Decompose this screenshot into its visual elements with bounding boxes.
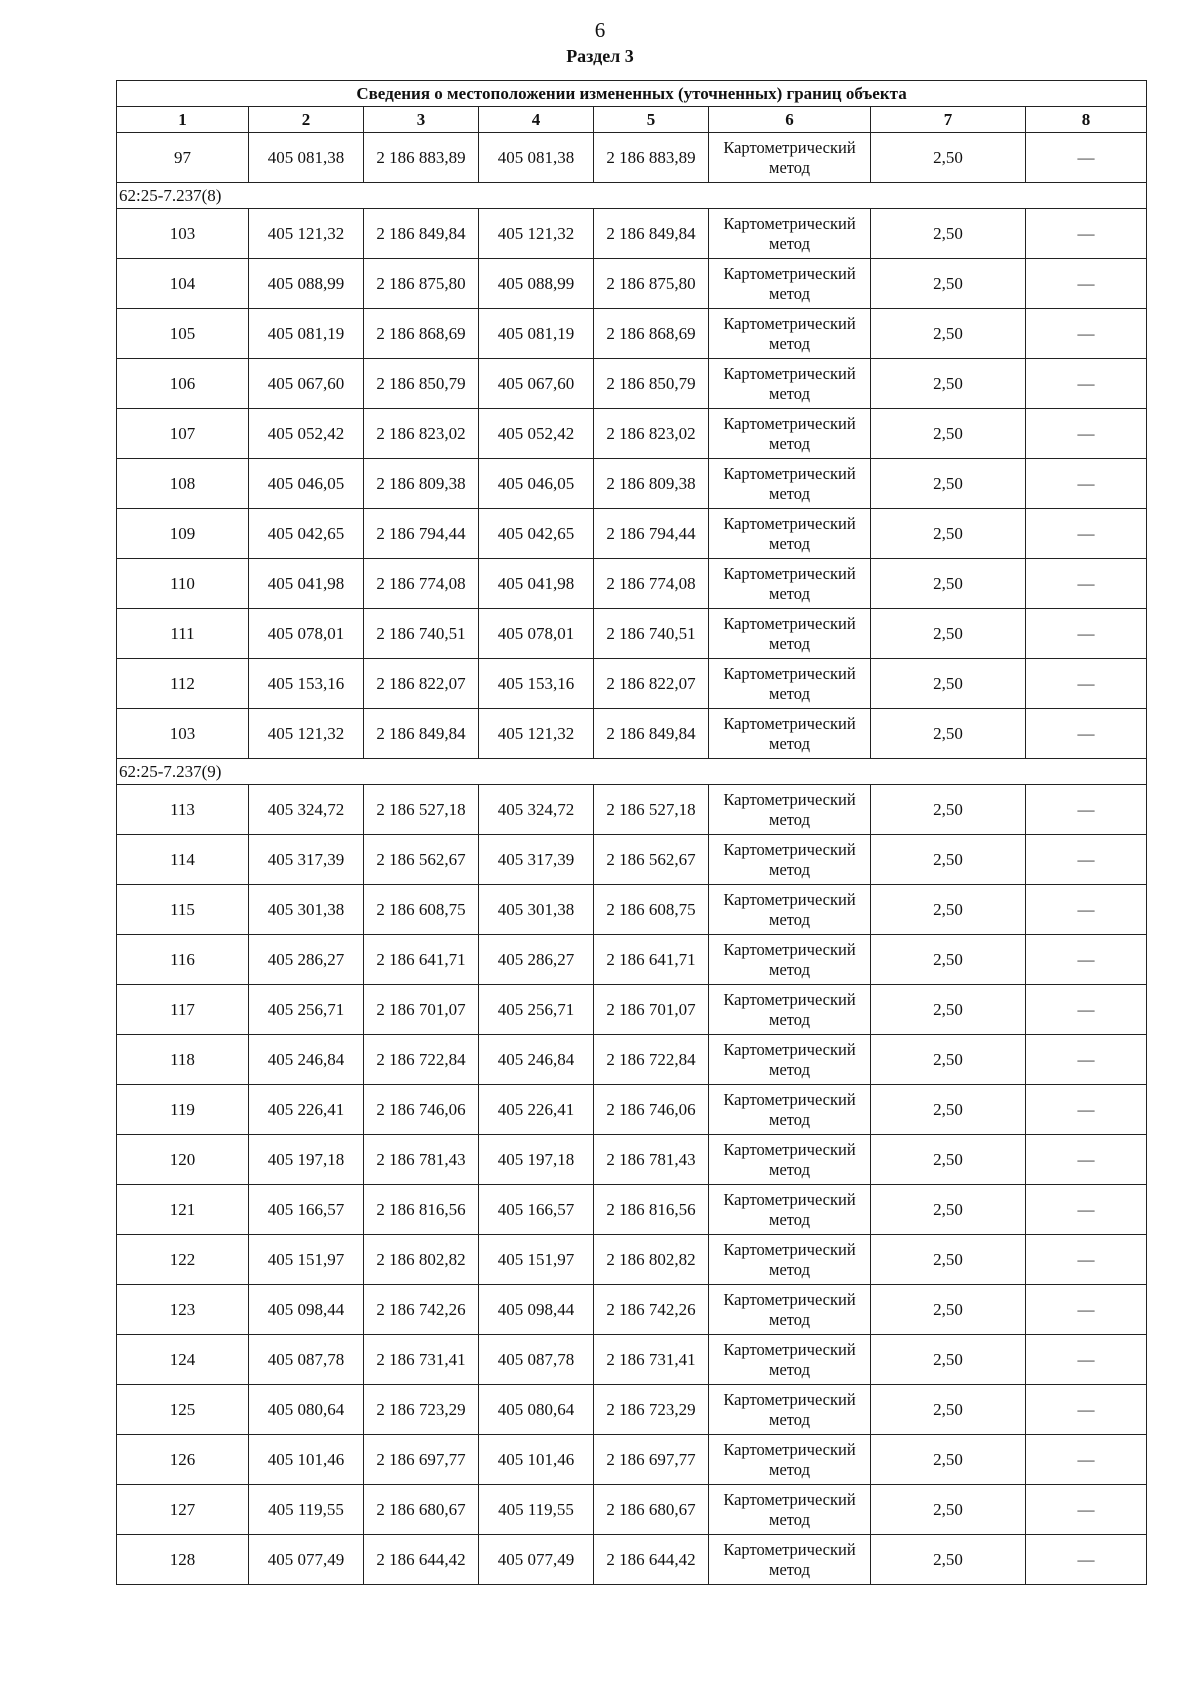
cell-description: — bbox=[1026, 885, 1147, 935]
cell-existing-y: 2 186 849,84 bbox=[364, 209, 479, 259]
cell-method: Картометрический метод bbox=[709, 209, 871, 259]
table-row bbox=[117, 885, 1147, 935]
cell-new-x: 405 081,19 bbox=[479, 309, 594, 359]
cell-existing-x: 405 166,57 bbox=[249, 1185, 364, 1235]
table-header-row bbox=[117, 107, 1147, 133]
cell-new-y: 2 186 822,07 bbox=[594, 659, 709, 709]
cell-new-y: 2 186 883,89 bbox=[594, 133, 709, 183]
cell-new-x: 405 119,55 bbox=[479, 1485, 594, 1535]
table-row bbox=[117, 559, 1147, 609]
column-header: 3 bbox=[364, 107, 479, 133]
cell-accuracy: 2,50 bbox=[871, 985, 1026, 1035]
cell-description: — bbox=[1026, 1535, 1147, 1585]
cell-point-number: 123 bbox=[117, 1285, 249, 1335]
table-row bbox=[117, 1135, 1147, 1185]
cell-point-number: 128 bbox=[117, 1535, 249, 1585]
cell-accuracy: 2,50 bbox=[871, 1085, 1026, 1135]
cell-method: Картометрический метод bbox=[709, 709, 871, 759]
cell-description: — bbox=[1026, 835, 1147, 885]
cell-existing-x: 405 087,78 bbox=[249, 1335, 364, 1385]
cell-accuracy: 2,50 bbox=[871, 1285, 1026, 1335]
cell-accuracy: 2,50 bbox=[871, 259, 1026, 309]
cell-new-y: 2 186 722,84 bbox=[594, 1035, 709, 1085]
cell-accuracy: 2,50 bbox=[871, 459, 1026, 509]
table-row bbox=[117, 459, 1147, 509]
cell-method: Картометрический метод bbox=[709, 309, 871, 359]
column-header: 6 bbox=[709, 107, 871, 133]
cell-new-y: 2 186 823,02 bbox=[594, 409, 709, 459]
cell-new-x: 405 081,38 bbox=[479, 133, 594, 183]
cell-existing-x: 405 246,84 bbox=[249, 1035, 364, 1085]
cell-existing-y: 2 186 680,67 bbox=[364, 1485, 479, 1535]
cell-new-y: 2 186 680,67 bbox=[594, 1485, 709, 1535]
cell-accuracy: 2,50 bbox=[871, 1035, 1026, 1085]
cell-existing-y: 2 186 822,07 bbox=[364, 659, 479, 709]
cell-description: — bbox=[1026, 1085, 1147, 1135]
cell-accuracy: 2,50 bbox=[871, 309, 1026, 359]
cell-point-number: 119 bbox=[117, 1085, 249, 1135]
cell-method: Картометрический метод bbox=[709, 559, 871, 609]
cell-point-number: 107 bbox=[117, 409, 249, 459]
cell-new-x: 405 226,41 bbox=[479, 1085, 594, 1135]
table-row bbox=[117, 509, 1147, 559]
cell-new-x: 405 052,42 bbox=[479, 409, 594, 459]
cell-method: Картометрический метод bbox=[709, 1135, 871, 1185]
cell-point-number: 122 bbox=[117, 1235, 249, 1285]
table-row bbox=[117, 835, 1147, 885]
cell-description: — bbox=[1026, 1135, 1147, 1185]
cell-existing-x: 405 088,99 bbox=[249, 259, 364, 309]
column-header: 5 bbox=[594, 107, 709, 133]
cell-new-x: 405 246,84 bbox=[479, 1035, 594, 1085]
cell-method: Картометрический метод bbox=[709, 785, 871, 835]
cell-new-y: 2 186 746,06 bbox=[594, 1085, 709, 1135]
cell-new-y: 2 186 816,56 bbox=[594, 1185, 709, 1235]
cell-existing-y: 2 186 701,07 bbox=[364, 985, 479, 1035]
cell-accuracy: 2,50 bbox=[871, 559, 1026, 609]
cell-point-number: 106 bbox=[117, 359, 249, 409]
cell-point-number: 113 bbox=[117, 785, 249, 835]
cell-existing-y: 2 186 849,84 bbox=[364, 709, 479, 759]
cell-new-y: 2 186 849,84 bbox=[594, 209, 709, 259]
cell-new-x: 405 256,71 bbox=[479, 985, 594, 1035]
table-row bbox=[117, 1185, 1147, 1235]
cell-new-x: 405 324,72 bbox=[479, 785, 594, 835]
cell-accuracy: 2,50 bbox=[871, 935, 1026, 985]
cell-new-x: 405 042,65 bbox=[479, 509, 594, 559]
cell-new-y: 2 186 740,51 bbox=[594, 609, 709, 659]
cell-new-y: 2 186 774,08 bbox=[594, 559, 709, 609]
cell-existing-x: 405 046,05 bbox=[249, 459, 364, 509]
cell-method: Картометрический метод bbox=[709, 1485, 871, 1535]
cell-existing-y: 2 186 823,02 bbox=[364, 409, 479, 459]
table-row bbox=[117, 309, 1147, 359]
cell-existing-x: 405 151,97 bbox=[249, 1235, 364, 1285]
table-caption-row bbox=[117, 81, 1147, 107]
cell-existing-y: 2 186 816,56 bbox=[364, 1185, 479, 1235]
cell-description: — bbox=[1026, 609, 1147, 659]
table-row bbox=[117, 1285, 1147, 1335]
cell-method: Картометрический метод bbox=[709, 985, 871, 1035]
column-header: 4 bbox=[479, 107, 594, 133]
cell-existing-y: 2 186 794,44 bbox=[364, 509, 479, 559]
cell-description: — bbox=[1026, 985, 1147, 1035]
cell-description: — bbox=[1026, 785, 1147, 835]
cell-existing-y: 2 186 746,06 bbox=[364, 1085, 479, 1135]
cell-new-y: 2 186 697,77 bbox=[594, 1435, 709, 1485]
cell-method: Картометрический метод bbox=[709, 835, 871, 885]
cell-method: Картометрический метод bbox=[709, 1085, 871, 1135]
cell-new-y: 2 186 742,26 bbox=[594, 1285, 709, 1335]
column-header: 8 bbox=[1026, 107, 1147, 133]
cell-existing-y: 2 186 883,89 bbox=[364, 133, 479, 183]
cell-accuracy: 2,50 bbox=[871, 835, 1026, 885]
cell-existing-y: 2 186 802,82 bbox=[364, 1235, 479, 1285]
cell-existing-x: 405 256,71 bbox=[249, 985, 364, 1035]
table-row bbox=[117, 259, 1147, 309]
cell-new-y: 2 186 641,71 bbox=[594, 935, 709, 985]
cell-existing-y: 2 186 875,80 bbox=[364, 259, 479, 309]
cell-new-y: 2 186 809,38 bbox=[594, 459, 709, 509]
cell-method: Картометрический метод bbox=[709, 1235, 871, 1285]
cell-new-x: 405 121,32 bbox=[479, 709, 594, 759]
table-row bbox=[117, 659, 1147, 709]
cell-point-number: 112 bbox=[117, 659, 249, 709]
cell-accuracy: 2,50 bbox=[871, 785, 1026, 835]
cell-method: Картометрический метод bbox=[709, 259, 871, 309]
cell-existing-y: 2 186 723,29 bbox=[364, 1385, 479, 1435]
cell-existing-y: 2 186 608,75 bbox=[364, 885, 479, 935]
cell-accuracy: 2,50 bbox=[871, 409, 1026, 459]
group-label: 62:25-7.237(8) bbox=[117, 183, 1147, 209]
cell-new-x: 405 166,57 bbox=[479, 1185, 594, 1235]
cell-method: Картометрический метод bbox=[709, 509, 871, 559]
cell-existing-x: 405 078,01 bbox=[249, 609, 364, 659]
cell-existing-y: 2 186 774,08 bbox=[364, 559, 479, 609]
cell-existing-y: 2 186 868,69 bbox=[364, 309, 479, 359]
cell-existing-x: 405 101,46 bbox=[249, 1435, 364, 1485]
cell-existing-y: 2 186 809,38 bbox=[364, 459, 479, 509]
table-row bbox=[117, 1435, 1147, 1485]
table-row bbox=[117, 1335, 1147, 1385]
cell-new-y: 2 186 731,41 bbox=[594, 1335, 709, 1385]
cell-method: Картометрический метод bbox=[709, 885, 871, 935]
table-row bbox=[117, 1035, 1147, 1085]
cell-existing-x: 405 324,72 bbox=[249, 785, 364, 835]
cell-description: — bbox=[1026, 1335, 1147, 1385]
cell-new-x: 405 087,78 bbox=[479, 1335, 594, 1385]
cell-existing-x: 405 081,38 bbox=[249, 133, 364, 183]
cell-existing-y: 2 186 641,71 bbox=[364, 935, 479, 985]
cell-accuracy: 2,50 bbox=[871, 209, 1026, 259]
cell-existing-x: 405 153,16 bbox=[249, 659, 364, 709]
cell-description: — bbox=[1026, 309, 1147, 359]
cell-accuracy: 2,50 bbox=[871, 609, 1026, 659]
cell-existing-y: 2 186 722,84 bbox=[364, 1035, 479, 1085]
cell-description: — bbox=[1026, 1485, 1147, 1535]
cell-existing-y: 2 186 850,79 bbox=[364, 359, 479, 409]
cell-new-x: 405 286,27 bbox=[479, 935, 594, 985]
cell-new-y: 2 186 701,07 bbox=[594, 985, 709, 1035]
cell-description: — bbox=[1026, 1285, 1147, 1335]
cell-description: — bbox=[1026, 509, 1147, 559]
cell-new-y: 2 186 794,44 bbox=[594, 509, 709, 559]
cell-method: Картометрический метод bbox=[709, 1385, 871, 1435]
cell-existing-x: 405 121,32 bbox=[249, 709, 364, 759]
table-row bbox=[117, 359, 1147, 409]
cell-new-x: 405 041,98 bbox=[479, 559, 594, 609]
cell-point-number: 103 bbox=[117, 209, 249, 259]
cell-new-x: 405 151,97 bbox=[479, 1235, 594, 1285]
table-row bbox=[117, 1085, 1147, 1135]
column-header: 7 bbox=[871, 107, 1026, 133]
cell-existing-x: 405 067,60 bbox=[249, 359, 364, 409]
cell-new-x: 405 153,16 bbox=[479, 659, 594, 709]
cell-new-y: 2 186 608,75 bbox=[594, 885, 709, 935]
cell-method: Картометрический метод bbox=[709, 1335, 871, 1385]
group-header-row bbox=[117, 183, 1147, 209]
boundary-coordinates-table bbox=[116, 80, 1147, 1585]
table-row bbox=[117, 1535, 1147, 1585]
cell-new-y: 2 186 849,84 bbox=[594, 709, 709, 759]
cell-new-x: 405 077,49 bbox=[479, 1535, 594, 1585]
cell-new-y: 2 186 802,82 bbox=[594, 1235, 709, 1285]
table-row bbox=[117, 133, 1147, 183]
cell-point-number: 114 bbox=[117, 835, 249, 885]
cell-new-y: 2 186 868,69 bbox=[594, 309, 709, 359]
cell-existing-y: 2 186 562,67 bbox=[364, 835, 479, 885]
cell-method: Картометрический метод bbox=[709, 1035, 871, 1085]
cell-method: Картометрический метод bbox=[709, 133, 871, 183]
cell-accuracy: 2,50 bbox=[871, 1435, 1026, 1485]
table-row bbox=[117, 1385, 1147, 1435]
cell-accuracy: 2,50 bbox=[871, 1135, 1026, 1185]
cell-new-x: 405 067,60 bbox=[479, 359, 594, 409]
cell-description: — bbox=[1026, 935, 1147, 985]
cell-method: Картометрический метод bbox=[709, 1185, 871, 1235]
cell-method: Картометрический метод bbox=[709, 609, 871, 659]
table-row bbox=[117, 985, 1147, 1035]
cell-existing-x: 405 098,44 bbox=[249, 1285, 364, 1335]
cell-description: — bbox=[1026, 1435, 1147, 1485]
cell-method: Картометрический метод bbox=[709, 359, 871, 409]
cell-existing-y: 2 186 740,51 bbox=[364, 609, 479, 659]
table-row bbox=[117, 709, 1147, 759]
cell-method: Картометрический метод bbox=[709, 935, 871, 985]
cell-accuracy: 2,50 bbox=[871, 885, 1026, 935]
table-row bbox=[117, 785, 1147, 835]
cell-new-x: 405 080,64 bbox=[479, 1385, 594, 1435]
cell-description: — bbox=[1026, 459, 1147, 509]
cell-point-number: 121 bbox=[117, 1185, 249, 1235]
cell-new-x: 405 317,39 bbox=[479, 835, 594, 885]
cell-description: — bbox=[1026, 1235, 1147, 1285]
cell-description: — bbox=[1026, 1035, 1147, 1085]
cell-existing-y: 2 186 644,42 bbox=[364, 1535, 479, 1585]
cell-description: — bbox=[1026, 1185, 1147, 1235]
cell-point-number: 126 bbox=[117, 1435, 249, 1485]
cell-new-x: 405 101,46 bbox=[479, 1435, 594, 1485]
column-header: 1 bbox=[117, 107, 249, 133]
cell-point-number: 118 bbox=[117, 1035, 249, 1085]
cell-point-number: 125 bbox=[117, 1385, 249, 1435]
cell-description: — bbox=[1026, 133, 1147, 183]
cell-point-number: 109 bbox=[117, 509, 249, 559]
cell-new-y: 2 186 781,43 bbox=[594, 1135, 709, 1185]
cell-method: Картометрический метод bbox=[709, 1435, 871, 1485]
group-header-row bbox=[117, 759, 1147, 785]
cell-accuracy: 2,50 bbox=[871, 1335, 1026, 1385]
table-row bbox=[117, 609, 1147, 659]
cell-existing-y: 2 186 527,18 bbox=[364, 785, 479, 835]
table-row bbox=[117, 935, 1147, 985]
cell-existing-x: 405 041,98 bbox=[249, 559, 364, 609]
cell-accuracy: 2,50 bbox=[871, 709, 1026, 759]
cell-new-x: 405 121,32 bbox=[479, 209, 594, 259]
cell-existing-x: 405 286,27 bbox=[249, 935, 364, 985]
cell-existing-x: 405 119,55 bbox=[249, 1485, 364, 1535]
cell-new-x: 405 301,38 bbox=[479, 885, 594, 935]
cell-new-x: 405 078,01 bbox=[479, 609, 594, 659]
cell-new-y: 2 186 527,18 bbox=[594, 785, 709, 835]
cell-existing-x: 405 081,19 bbox=[249, 309, 364, 359]
cell-method: Картометрический метод bbox=[709, 659, 871, 709]
cell-new-y: 2 186 644,42 bbox=[594, 1535, 709, 1585]
column-header: 2 bbox=[249, 107, 364, 133]
cell-accuracy: 2,50 bbox=[871, 509, 1026, 559]
cell-existing-x: 405 197,18 bbox=[249, 1135, 364, 1185]
cell-existing-x: 405 080,64 bbox=[249, 1385, 364, 1435]
section-title: Раздел 3 bbox=[566, 46, 634, 66]
table-row bbox=[117, 409, 1147, 459]
cell-point-number: 117 bbox=[117, 985, 249, 1035]
cell-point-number: 103 bbox=[117, 709, 249, 759]
cell-existing-x: 405 317,39 bbox=[249, 835, 364, 885]
cell-point-number: 127 bbox=[117, 1485, 249, 1535]
cell-description: — bbox=[1026, 209, 1147, 259]
cell-existing-x: 405 077,49 bbox=[249, 1535, 364, 1585]
cell-point-number: 97 bbox=[117, 133, 249, 183]
cell-accuracy: 2,50 bbox=[871, 1235, 1026, 1285]
cell-accuracy: 2,50 bbox=[871, 659, 1026, 709]
cell-new-y: 2 186 562,67 bbox=[594, 835, 709, 885]
cell-point-number: 120 bbox=[117, 1135, 249, 1185]
cell-description: — bbox=[1026, 559, 1147, 609]
cell-point-number: 111 bbox=[117, 609, 249, 659]
cell-point-number: 124 bbox=[117, 1335, 249, 1385]
cell-method: Картометрический метод bbox=[709, 1535, 871, 1585]
cell-accuracy: 2,50 bbox=[871, 359, 1026, 409]
cell-description: — bbox=[1026, 359, 1147, 409]
cell-existing-x: 405 052,42 bbox=[249, 409, 364, 459]
cell-accuracy: 2,50 bbox=[871, 1385, 1026, 1435]
cell-description: — bbox=[1026, 1385, 1147, 1435]
table-row bbox=[117, 209, 1147, 259]
table-row bbox=[117, 1235, 1147, 1285]
cell-description: — bbox=[1026, 259, 1147, 309]
cell-existing-x: 405 121,32 bbox=[249, 209, 364, 259]
cell-accuracy: 2,50 bbox=[871, 1535, 1026, 1585]
group-label: 62:25-7.237(9) bbox=[117, 759, 1147, 785]
cell-existing-y: 2 186 731,41 bbox=[364, 1335, 479, 1385]
cell-method: Картометрический метод bbox=[709, 1285, 871, 1335]
cell-existing-y: 2 186 697,77 bbox=[364, 1435, 479, 1485]
cell-description: — bbox=[1026, 659, 1147, 709]
cell-existing-y: 2 186 742,26 bbox=[364, 1285, 479, 1335]
cell-description: — bbox=[1026, 709, 1147, 759]
cell-method: Картометрический метод bbox=[709, 459, 871, 509]
cell-point-number: 116 bbox=[117, 935, 249, 985]
table-row bbox=[117, 1485, 1147, 1535]
cell-new-y: 2 186 723,29 bbox=[594, 1385, 709, 1435]
cell-description: — bbox=[1026, 409, 1147, 459]
cell-point-number: 115 bbox=[117, 885, 249, 935]
cell-accuracy: 2,50 bbox=[871, 133, 1026, 183]
cell-new-x: 405 046,05 bbox=[479, 459, 594, 509]
cell-new-y: 2 186 850,79 bbox=[594, 359, 709, 409]
cell-point-number: 110 bbox=[117, 559, 249, 609]
cell-new-x: 405 088,99 bbox=[479, 259, 594, 309]
cell-point-number: 104 bbox=[117, 259, 249, 309]
cell-existing-x: 405 301,38 bbox=[249, 885, 364, 935]
page-number: 6 bbox=[594, 18, 606, 42]
cell-method: Картометрический метод bbox=[709, 409, 871, 459]
cell-existing-x: 405 226,41 bbox=[249, 1085, 364, 1135]
cell-accuracy: 2,50 bbox=[871, 1485, 1026, 1535]
cell-new-y: 2 186 875,80 bbox=[594, 259, 709, 309]
table-caption: Сведения о местоположении измененных (уточненных) границ объекта bbox=[117, 81, 1147, 107]
cell-existing-y: 2 186 781,43 bbox=[364, 1135, 479, 1185]
cell-point-number: 108 bbox=[117, 459, 249, 509]
cell-new-x: 405 098,44 bbox=[479, 1285, 594, 1335]
cell-new-x: 405 197,18 bbox=[479, 1135, 594, 1185]
cell-point-number: 105 bbox=[117, 309, 249, 359]
cell-accuracy: 2,50 bbox=[871, 1185, 1026, 1235]
cell-existing-x: 405 042,65 bbox=[249, 509, 364, 559]
